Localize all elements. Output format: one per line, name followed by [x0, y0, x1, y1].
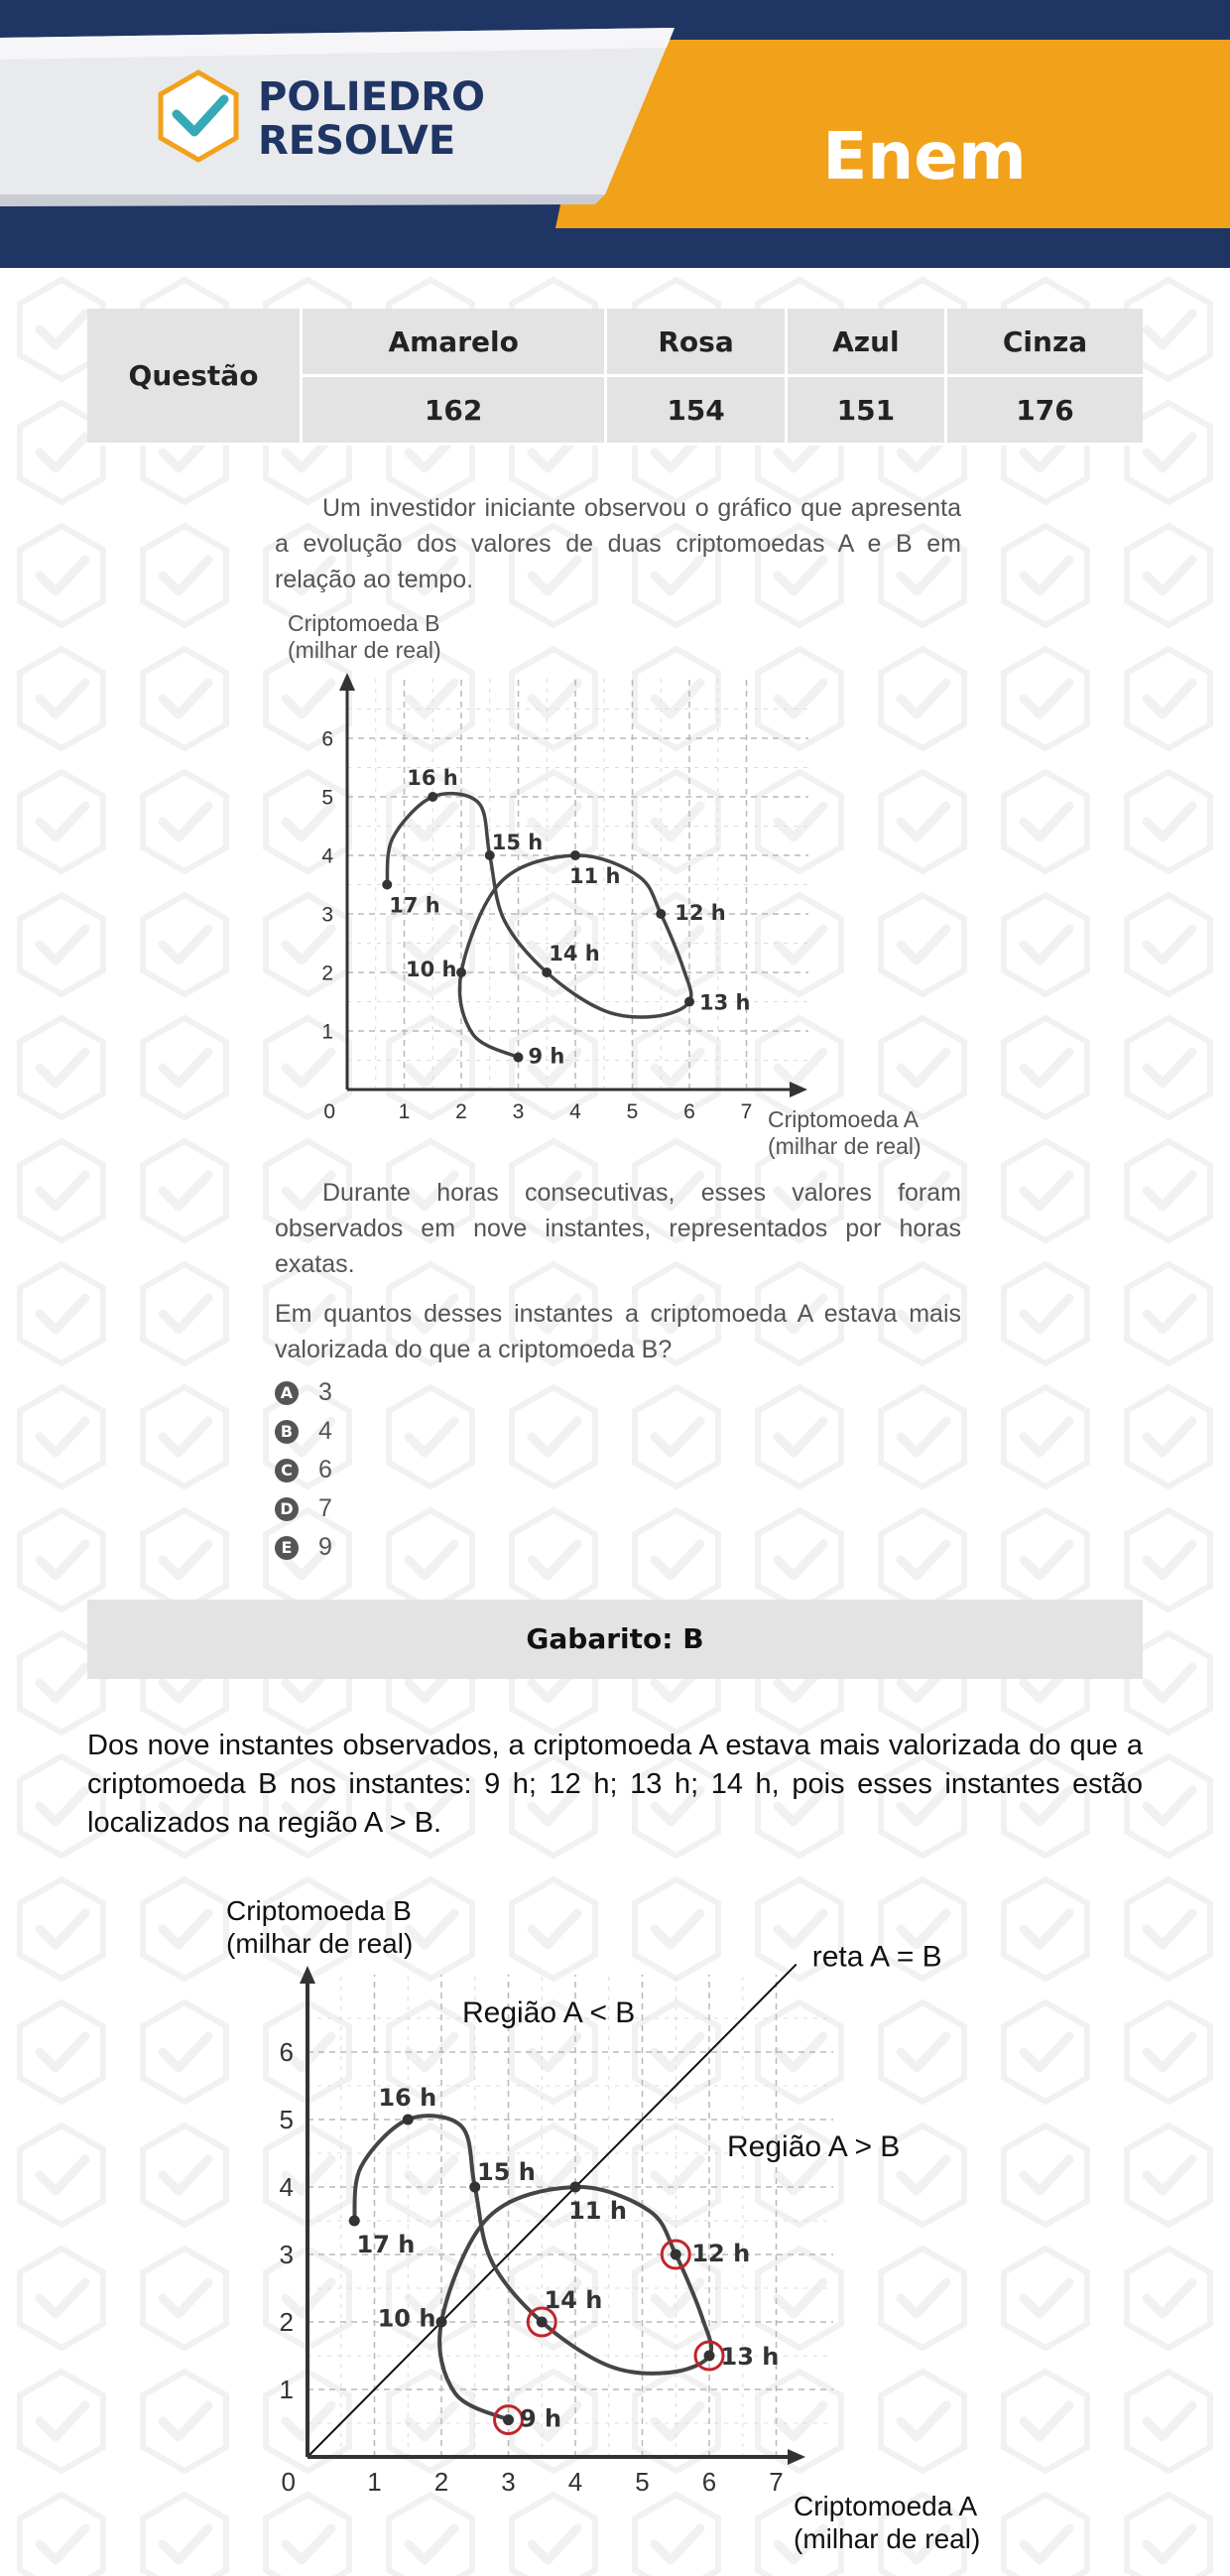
answer-key-bar: Gabarito: B	[87, 1600, 1143, 1679]
booklet-amarelo-label: Amarelo	[302, 309, 606, 376]
x-tick-label: 6	[683, 1100, 695, 1123]
booklet-rosa-label: Rosa	[606, 309, 786, 376]
option-c-letter: C	[275, 1459, 299, 1482]
x-tick-label: 5	[635, 2467, 650, 2497]
observation-point	[349, 2216, 360, 2227]
point-label: 13 h	[720, 2343, 780, 2372]
point-label: 17 h	[389, 893, 440, 918]
x-tick-label: 1	[367, 2467, 382, 2497]
option-d[interactable]	[275, 1490, 332, 1526]
x-axis-arrow-icon	[790, 1082, 807, 1097]
x-axis-title: (milhar de real)	[768, 1133, 922, 1160]
y-tick-label: 4	[279, 2172, 294, 2203]
y-axis-title: Criptomoeda B	[288, 610, 440, 636]
option-a[interactable]	[275, 1374, 332, 1410]
region-label: Região A < B	[462, 1996, 636, 2029]
y-tick-label: 1	[279, 2375, 294, 2405]
point-label: 16 h	[407, 766, 458, 790]
question-middle: Durante horas consecutivas, esses valores foram observados em nove instantes, representados por horas exatas.	[275, 1179, 961, 1278]
observation-point	[671, 2250, 681, 2260]
observation-point	[570, 850, 580, 860]
observation-point	[503, 2414, 514, 2425]
y-tick-label: 2	[279, 2307, 294, 2338]
origin-label: 0	[281, 2467, 296, 2497]
observation-point	[537, 2317, 548, 2328]
y-axis-arrow-icon	[339, 673, 355, 691]
option-a-letter: A	[275, 1381, 299, 1405]
y-axis-title: Criptomoeda B	[226, 1895, 412, 1926]
option-b-letter: B	[275, 1420, 299, 1444]
option-c[interactable]	[275, 1452, 332, 1487]
exam-title: Enem	[822, 118, 1027, 194]
x-axis-title: Criptomoeda A	[794, 2491, 978, 2521]
y-tick-label: 5	[321, 786, 333, 810]
reference-line-label: reta A = B	[811, 1940, 942, 1974]
point-label: 16 h	[378, 2084, 437, 2113]
point-label: 14 h	[544, 2286, 603, 2315]
question-intro: Um investidor iniciante observou o gráfico que apresenta a evolução dos valores de duas criptomoedas A e B em relação ao tempo.	[275, 494, 961, 593]
y-tick-label: 2	[321, 962, 333, 985]
option-d-text: 7	[318, 1494, 332, 1522]
solution-chart	[208, 1880, 1032, 2565]
x-axis-title: Criptomoeda A	[768, 1106, 920, 1132]
observation-point	[456, 967, 466, 977]
point-label: 11 h	[568, 2197, 627, 2226]
option-b-text: 4	[318, 1417, 332, 1445]
option-b[interactable]	[275, 1413, 332, 1449]
y-axis-title: (milhar de real)	[288, 637, 441, 664]
booklet-cinza-number: 176	[946, 376, 1144, 445]
point-label: 9 h	[528, 1044, 565, 1069]
point-label: 9 h	[520, 2404, 562, 2433]
x-tick-label: 7	[740, 1100, 753, 1123]
y-tick-label: 4	[321, 844, 333, 868]
booklet-azul-number: 151	[786, 376, 945, 445]
observation-point	[704, 2351, 715, 2362]
observation-point	[542, 967, 552, 977]
x-tick-label: 5	[626, 1100, 639, 1123]
point-label: 14 h	[549, 942, 600, 966]
x-axis-title: (milhar de real)	[794, 2523, 981, 2555]
x-axis-arrow-icon	[788, 2449, 805, 2465]
x-tick-label: 2	[455, 1100, 467, 1123]
point-label: 10 h	[377, 2304, 436, 2333]
answer-explanation: Dos nove instantes observados, a criptomoeda A estava mais valorizada do que a criptomoeda B nos instantes: 9 h; 12 h; 13 h; 14 h, pois esses instantes estão localizados na região A > B.	[87, 1730, 1143, 1839]
observation-point	[428, 792, 437, 802]
booklet-amarelo-number: 162	[302, 376, 606, 445]
point-label: 10 h	[406, 958, 457, 981]
y-tick-label: 6	[321, 727, 333, 751]
region-label: Região A > B	[727, 2130, 901, 2163]
booklet-rosa-number: 154	[606, 376, 786, 445]
point-label: 15 h	[491, 831, 544, 854]
x-tick-label: 4	[569, 1100, 581, 1123]
reference-line-a-equals-b	[308, 1965, 797, 2457]
y-tick-label: 3	[279, 2240, 294, 2270]
x-tick-label: 1	[398, 1100, 411, 1123]
observation-point	[436, 2317, 447, 2328]
point-label: 12 h	[675, 901, 726, 925]
booklet-azul-label: Azul	[786, 309, 945, 376]
y-axis-title: (milhar de real)	[226, 1928, 414, 1960]
option-e-letter: E	[275, 1536, 299, 1560]
brand-line1: POLIEDRO	[258, 74, 486, 120]
option-d-letter: D	[275, 1497, 299, 1521]
option-c-text: 6	[318, 1456, 332, 1483]
observation-point	[684, 997, 694, 1007]
point-label: 13 h	[699, 990, 751, 1015]
y-tick-label: 6	[279, 2037, 294, 2068]
point-label: 15 h	[477, 2158, 536, 2187]
x-tick-label: 6	[701, 2467, 717, 2497]
poliedro-logo-icon	[161, 72, 236, 160]
x-tick-label: 4	[567, 2467, 583, 2497]
option-e[interactable]	[275, 1529, 332, 1565]
x-tick-label: 3	[501, 2467, 516, 2497]
observation-point	[656, 909, 666, 919]
point-label: 11 h	[569, 864, 621, 888]
observation-point	[514, 1053, 524, 1063]
header-banner	[0, 0, 1230, 268]
point-label: 17 h	[356, 2231, 416, 2259]
question-chart	[268, 607, 962, 1173]
booklet-cinza-label: Cinza	[946, 309, 1144, 376]
option-e-text: 9	[318, 1533, 332, 1561]
brand-line2: RESOLVE	[258, 118, 456, 164]
x-tick-label: 3	[512, 1100, 525, 1123]
y-tick-label: 3	[321, 903, 333, 927]
y-axis-arrow-icon	[300, 1966, 315, 1984]
question-table	[87, 309, 1143, 446]
y-tick-label: 5	[279, 2105, 294, 2135]
observation-point	[382, 880, 392, 890]
question-header: Questão	[87, 309, 302, 445]
y-tick-label: 1	[321, 1020, 333, 1044]
option-a-text: 3	[318, 1378, 332, 1406]
point-label: 12 h	[691, 2239, 751, 2267]
observation-point	[403, 2115, 414, 2125]
x-tick-label: 2	[433, 2467, 449, 2497]
question-prompt: Em quantos desses instantes a criptomoeda A estava mais valorizada do que a criptomoeda B?	[275, 1300, 961, 1363]
observation-point	[570, 2182, 581, 2193]
origin-label: 0	[323, 1100, 335, 1123]
x-tick-label: 7	[769, 2467, 784, 2497]
